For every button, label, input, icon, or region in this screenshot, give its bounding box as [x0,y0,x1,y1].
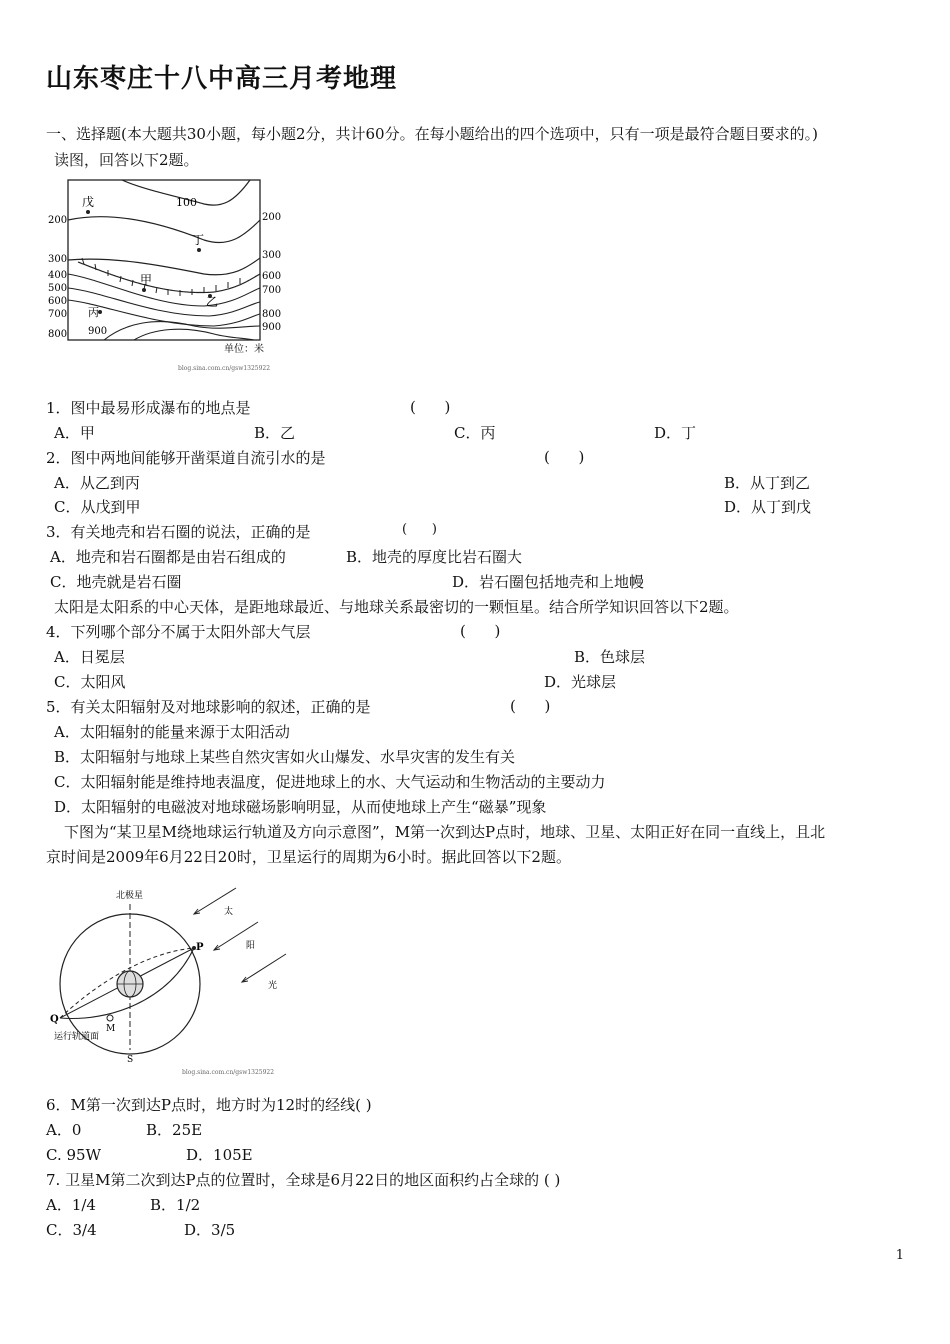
page-title: 山东枣庄十八中高三月考地理 [46,64,398,94]
contour-300 [68,258,260,275]
unit-label: 单位：米 [224,344,264,355]
sunlight-char-3: 光 [268,981,278,991]
svg-text:200: 200 [262,212,282,223]
point-ding-dot [197,248,201,252]
q3-option-a: A．地壳和岩石圈都是由岩石组成的 [50,548,286,566]
point-q-label: Q [50,1014,59,1025]
svg-text:800: 800 [48,329,68,340]
q6-stem: 6．M第一次到达P点时，地方时为12时的经线( ) [46,1096,372,1114]
q6-option-b: B．25E [146,1121,203,1139]
sunlight-char-1: 太 [224,907,234,917]
q7-option-d: D．3/5 [184,1221,236,1239]
q6-option-a: A．0 [46,1121,82,1139]
svg-text:700: 700 [48,309,68,320]
point-p-label: P [196,942,204,953]
q4-option-d: D．光球层 [544,673,617,691]
passage-satellite-line2: 京时间是2009年6月22日20时，卫星运行的周期为6小时。据此回答以下2题。 [46,848,571,866]
point-wu-label: 戊 [82,195,95,209]
q1-option-d: D．丁 [654,424,697,442]
north-star-label: 北极星 [116,891,144,901]
svg-text:700: 700 [262,285,282,296]
q2-option-b: B．从丁到乙 [724,474,811,492]
q4-option-a: A．日冕层 [54,648,125,666]
q2-option-c: C．从戊到甲 [54,498,141,516]
ridge-ticks [82,258,240,296]
contour-200 [68,217,260,243]
contour-900 [134,329,254,340]
intro-text: 读图，回答以下2题。 [54,151,199,169]
contour-map-figure [44,176,294,374]
q7-option-c: C．3/4 [46,1221,97,1239]
q2-stem: 2．图中两地间能够开凿渠道自流引水的是 [46,449,326,467]
point-wu-dot [86,210,90,214]
svg-text:600: 600 [262,271,282,282]
svg-text:800: 800 [262,309,282,320]
contour-river [78,262,260,293]
point-bing-label: 丙 [88,306,99,319]
q1-stem: 1．图中最易形成瀑布的地点是 [46,399,251,417]
q6-option-d: D．105E [186,1146,253,1164]
q1-option-a: A．甲 [54,424,95,442]
q1-option-b: B．乙 [254,424,296,442]
q4-option-b: B．色球层 [574,648,646,666]
contour-label-900: 900 [88,326,108,337]
q3-stem: 3．有关地壳和岩石圈的说法，正确的是 [46,523,311,541]
section-heading: 一、选择题(本大题共30小题，每小题2分，共计60分。在每小题给出的四个选项中，只有一项是最符合题目要求的。) [46,125,818,143]
q5-option-b: B．太阳辐射与地球上某些自然灾害如火山爆发、水旱灾害的发生有关 [54,748,516,766]
sunlight-arrows [194,888,286,982]
svg-text:900: 900 [262,322,282,333]
q1-answer-paren: ( ) [410,398,451,416]
q3-option-c: C．地壳就是岩石圈 [50,573,182,591]
q2-answer-paren: ( ) [544,448,585,466]
q5-option-c: C．太阳辐射能是维持地表温度，促进地球上的水、大气运动和生物活动的主要动力 [54,773,606,791]
satellite-orbit-figure [48,882,298,1080]
q4-option-c: C．太阳风 [54,673,126,691]
sunlight-char-2: 阳 [246,941,256,951]
svg-text:200: 200 [48,215,68,226]
left-elevation-labels [48,215,67,340]
passage-satellite-line1: 下图为“某卫星M绕地球运行轨道及方向示意图”，M第一次到达P点时，地球、卫星、太阳正好在同一直线上，且北 [64,823,826,841]
point-yi-label: 乙 [206,295,219,309]
svg-text:300: 300 [262,250,282,261]
page-number: 1 [895,1248,904,1263]
q7-stem: 7. 卫星M第二次到达P点的位置时，全球是6月22日的地区面积约占全球的 ( ) [46,1171,561,1189]
q6-option-c: C. 95W [46,1146,101,1164]
contour-label-100: 100 [176,196,197,209]
right-elevation-labels [262,212,281,333]
svg-text:600: 600 [48,296,68,307]
q3-option-d: D．岩石圈包括地壳和上地幔 [452,573,645,591]
q5-answer-paren: ( ) [510,697,551,715]
q4-stem: 4．下列哪个部分不属于太阳外部大气层 [46,623,311,641]
svg-text:500: 500 [48,283,68,294]
q5-option-d: D．太阳辐射的电磁波对地球磁场影响明显，从而使地球上产生“磁暴”现象 [54,798,547,816]
passage-sun: 太阳是太阳系的中心天体，是距地球最近、与地球关系最密切的一颗恒星。结合所学知识回答以下2题。 [54,598,739,616]
q2-option-a: A．从乙到丙 [54,474,140,492]
q1-option-c: C．丙 [454,424,496,442]
svg-text:400: 400 [48,270,68,281]
contour-500 [68,274,260,306]
point-jia-dot [142,288,146,292]
satellite-m-label: M [106,1024,116,1034]
q7-option-b: B．1/2 [150,1196,201,1214]
q3-option-b: B．地壳的厚度比岩石圈大 [346,548,523,566]
q4-answer-paren: ( ) [460,622,501,640]
q2-option-d: D．从丁到戊 [724,498,812,516]
svg-text:300: 300 [48,254,68,265]
q5-option-a: A．太阳辐射的能量来源于太阳活动 [54,723,290,741]
figure1-watermark: blog.sina.com.cn/gsw1325922 [178,365,271,372]
point-jia-label: 甲 [140,273,153,287]
satellite-m-dot [107,1015,113,1021]
q7-option-a: A．1/4 [46,1196,96,1214]
point-ding-label: 丁 [192,233,205,247]
orbit-plane-label: 运行轨道面 [54,1032,100,1042]
figure2-watermark: blog.sina.com.cn/gsw1325922 [182,1069,275,1076]
q3-answer-paren: ( ) [402,522,437,537]
south-label: S [127,1055,134,1065]
q5-stem: 5．有关太阳辐射及对地球影响的叙述，正确的是 [46,698,371,716]
